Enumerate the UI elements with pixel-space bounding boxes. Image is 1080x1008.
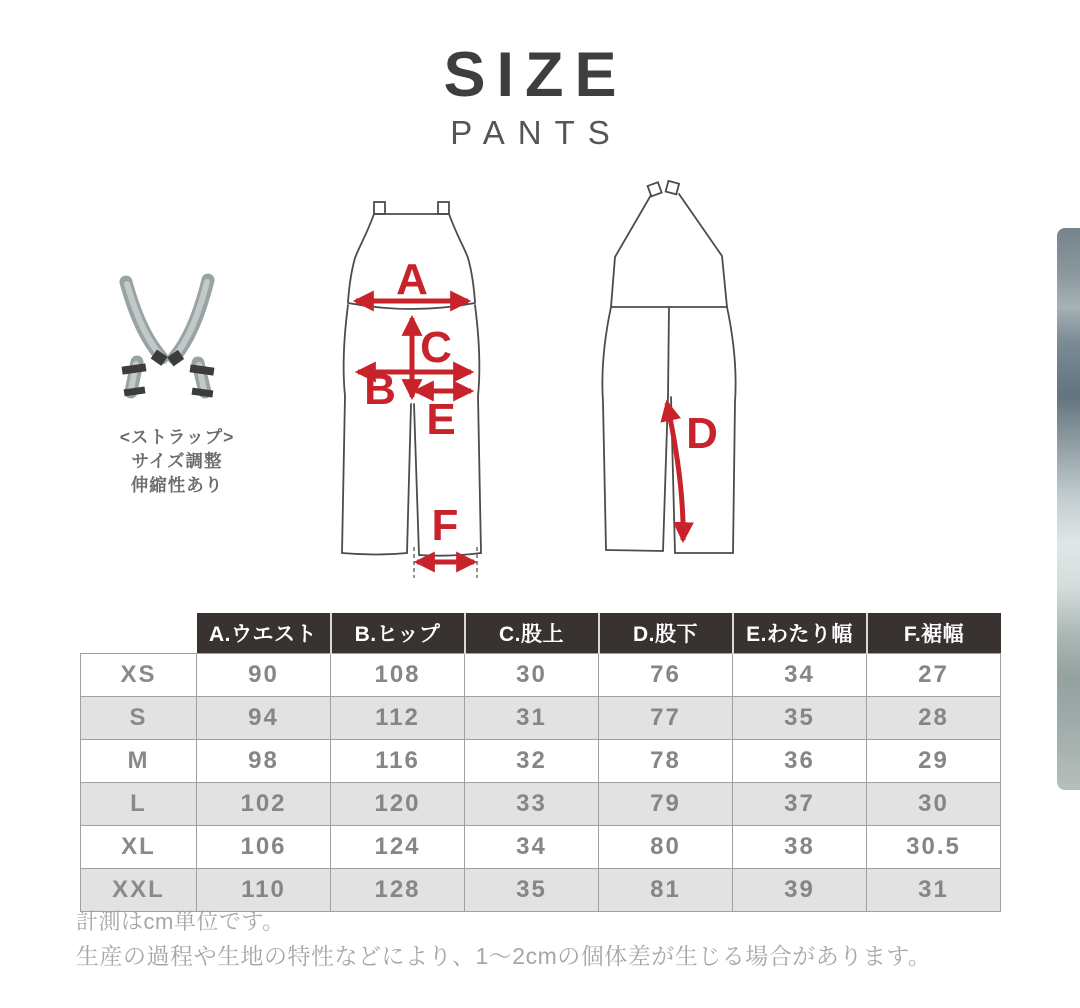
size-label: XXL xyxy=(81,869,197,912)
table-row-xs xyxy=(81,654,1001,697)
table-header-row xyxy=(81,613,1001,654)
cell-value: 124 xyxy=(331,826,465,869)
measurement-notes xyxy=(76,906,931,973)
size-table xyxy=(80,613,1001,912)
cell-value: 29 xyxy=(867,740,1001,783)
column-header-hip: B.ヒップ xyxy=(331,613,465,654)
pants-measurement-diagram xyxy=(60,160,860,610)
cell-value: 39 xyxy=(733,869,867,912)
cell-value: 30 xyxy=(867,783,1001,826)
strap-caption-line1: <ストラップ> xyxy=(119,427,235,447)
measure-label-f: F xyxy=(431,501,459,550)
cell-value: 120 xyxy=(331,783,465,826)
table-row-l xyxy=(81,783,1001,826)
cell-value: 37 xyxy=(733,783,867,826)
table-row-xl xyxy=(81,826,1001,869)
inseam-arrow xyxy=(667,403,683,540)
table-row-m xyxy=(81,740,1001,783)
cell-value: 81 xyxy=(599,869,733,912)
table-row-s xyxy=(81,697,1001,740)
strap-illustration xyxy=(120,280,235,495)
cell-value: 33 xyxy=(465,783,599,826)
cell-value: 30.5 xyxy=(867,826,1001,869)
cell-value: 90 xyxy=(197,654,331,697)
cell-value: 27 xyxy=(867,654,1001,697)
strap-caption-line3: 伸縮性あり xyxy=(130,475,224,495)
column-header-hem: F.裾幅 xyxy=(867,613,1001,654)
note-tolerance: 生産の過程や生地の特性などにより、1〜2cmの個体差が生じる場合があります。 xyxy=(76,942,932,969)
measure-label-e: E xyxy=(426,395,456,444)
cell-value: 112 xyxy=(331,697,465,740)
cell-value: 78 xyxy=(599,740,733,783)
cell-value: 102 xyxy=(197,783,331,826)
cell-value: 106 xyxy=(197,826,331,869)
measure-label-c: C xyxy=(420,323,452,372)
page-title: SIZE xyxy=(443,40,628,110)
cell-value: 98 xyxy=(197,740,331,783)
cell-value: 116 xyxy=(331,740,465,783)
cell-value: 31 xyxy=(867,869,1001,912)
front-measurement-marks xyxy=(356,255,477,578)
measure-label-b: B xyxy=(364,365,396,414)
cell-value: 94 xyxy=(197,697,331,740)
column-header-rise: C.股上 xyxy=(465,613,599,654)
size-label: XS xyxy=(81,654,197,697)
column-header-inseam: D.股下 xyxy=(599,613,733,654)
pants-back-view xyxy=(602,181,735,553)
cell-value: 35 xyxy=(465,869,599,912)
cell-value: 128 xyxy=(331,869,465,912)
column-header-waist: A.ウエスト xyxy=(197,613,331,654)
cell-value: 34 xyxy=(465,826,599,869)
size-label: XL xyxy=(81,826,197,869)
cell-value: 34 xyxy=(733,654,867,697)
size-label: M xyxy=(81,740,197,783)
table-corner-cell xyxy=(81,613,197,654)
size-label: S xyxy=(81,697,197,740)
note-unit: 計測はcm単位です。 xyxy=(76,909,285,934)
cell-value: 77 xyxy=(599,697,733,740)
cell-value: 76 xyxy=(599,654,733,697)
cell-value: 108 xyxy=(331,654,465,697)
size-label: L xyxy=(81,783,197,826)
cell-value: 38 xyxy=(733,826,867,869)
cell-value: 36 xyxy=(733,740,867,783)
cell-value: 30 xyxy=(465,654,599,697)
cell-value: 32 xyxy=(465,740,599,783)
page-subtitle: PANTS xyxy=(450,114,623,151)
measure-label-a: A xyxy=(396,255,428,304)
title-block xyxy=(0,40,1060,151)
cell-value: 80 xyxy=(599,826,733,869)
cell-value: 79 xyxy=(599,783,733,826)
column-header-thigh: E.わたり幅 xyxy=(733,613,867,654)
cell-value: 35 xyxy=(733,697,867,740)
cell-value: 28 xyxy=(867,697,1001,740)
strap-caption-line2: サイズ調整 xyxy=(131,451,223,471)
cell-value: 110 xyxy=(197,869,331,912)
next-image-edge[interactable] xyxy=(1057,228,1080,790)
measure-label-d: D xyxy=(686,409,718,458)
cell-value: 31 xyxy=(465,697,599,740)
